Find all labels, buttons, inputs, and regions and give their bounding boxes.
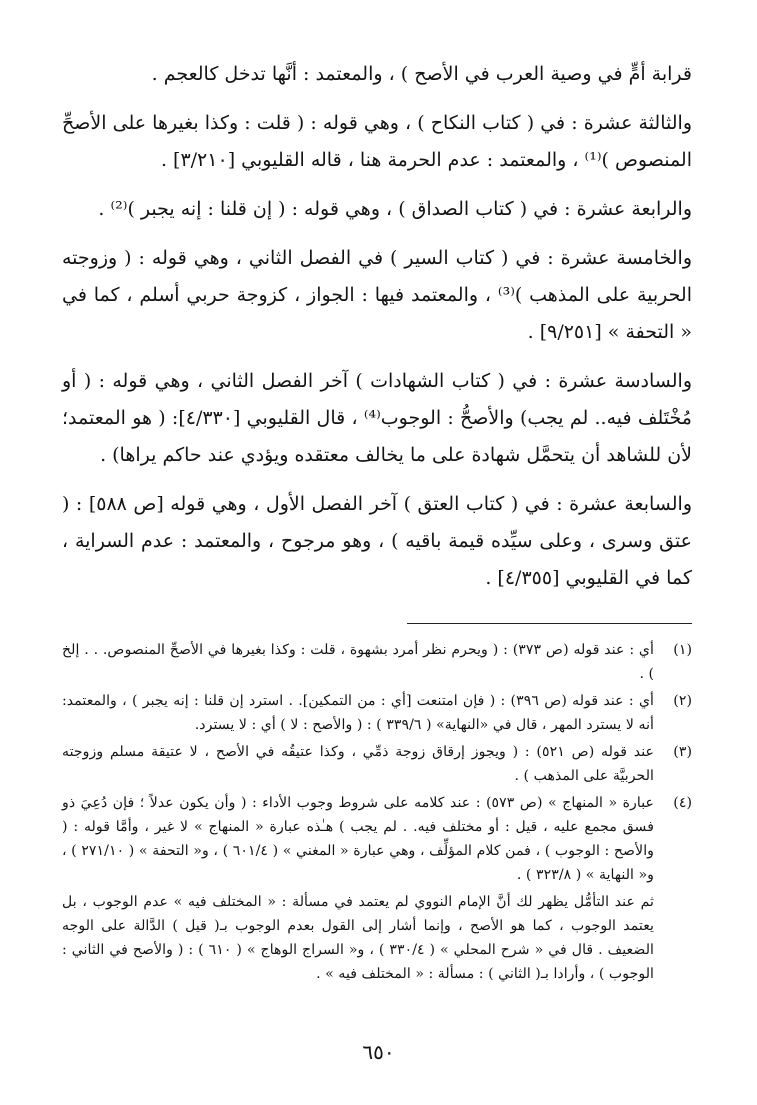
footnote-number: (١) — [673, 642, 692, 658]
footnote-text: عند قوله (ص ٥٢١) : ( ويجوز إرقاق زوجة ذمِّي ، وكذا عتيقُه في الأصح ، لا عتيقة مسلم وزوجته الحربيَّة على المذهب ) . — [62, 744, 655, 784]
paragraph: والثالثة عشرة : في ( كتاب النكاح ) ، وهي قوله : ( قلت : وكذا بغيرها على الأصحِّ المنصوص )⁽¹⁾ ، والمعتمد : عدم الحرمة هنا ، قاله القليوبي [٣/٢١٠] . — [62, 112, 692, 171]
paragraph: والرابعة عشرة : في ( كتاب الصداق ) ، وهي قوله : ( إن قلنا : إنه يجبر )⁽²⁾ . — [98, 198, 692, 220]
paragraph: والسادسة عشرة : في ( كتاب الشهادات ) آخر الفصل الثاني ، وهي قوله : ( أو مُخْتَلف فيه.. لم يجب) والأصحُّ : الوجوب⁽⁴⁾ ، قال القليوبي [٤/٣٣٠]: ( هو المعتمد؛ لأن للشاهد أن يتحمَّل شهادة على ما يخالف معتقده ويؤدي عند حاكم يراها) . — [62, 370, 692, 466]
page-number: ٦٥٠ — [362, 1040, 395, 1064]
footnote-text: أي : عند قوله (ص ٣٧٣) : ( ويحرم نظر أمرد بشهوة ، قلت : وكذا بغيرها في الأصحِّ المنصوص. . . إلخ ) . — [62, 642, 654, 682]
footnote-continuation: ثم عند التأمُّل يظهر لك أنَّ الإمام النووي لم يعتمد في مسألة : « المختلف فيه » عدم الوجوب ، بل يعتمد الوجوب ، كما هو الأصح ، وإنما أشار إلى القول بعدم الوجوب بـ( قيل ) الدَّالة على الوجه الضعيف . قال في « شرح المحلي » ( ٣٣٠/٤ ) ، و« السراج الوهاج » ( ٦١٠ ) : ( والأصح في الثاني : الوجوب ) ، وأرادا بـ( الثاني ) : مسألة : « المختلف فيه » . — [62, 894, 654, 982]
footnote — [62, 740, 692, 788]
paragraph: والخامسة عشرة : في ( كتاب السير ) في الفصل الثاني ، وهي قوله : ( وزوجته الحربية على المذهب )⁽³⁾ ، والمعتمد فيها : الجواز ، كزوجة حربي أسلم ، كما في « التحفة » [٩/٢٥١] . — [62, 247, 692, 343]
footnote-text: أي : عند قوله (ص ٣٩٦) : ( فإن امتنعت [أي : من التمكين]. . استرد إن قلنا : إنه يجبر ) ، والمعتمد: أنه لا يسترد المهر ، قال في «النهاية» ( ٣٣٩/٦ ) : ( والأصح : لا ) أي : لا يسترد. — [62, 693, 654, 733]
footnote — [62, 689, 692, 737]
footnotes — [62, 638, 692, 986]
footnote — [62, 791, 692, 887]
footnote — [62, 638, 692, 686]
footnote-separator — [407, 623, 692, 624]
paragraph: والسابعة عشرة : في ( كتاب العتق ) آخر الفصل الأول ، وهي قوله [ص ٥٨٨] : ( عتق وسرى ، وعلى سيِّده قيمة باقيه ) ، وهو مرجوح ، والمعتمد : عدم السراية ، كما في القليوبي [٤/٣٥٥] . — [62, 493, 692, 589]
footnote-text: عبارة « المنهاج » (ص ٥٧٣) : عند كلامه على شروط وجوب الأداء : ( وأن يكون عدلاً ؛ فإن دُعِيَ ذو فسق مجمع عليه ، قيل : أو مختلف فيه. . لم يجب ) هـٰذه عبارة « المنهاج » لا غير ، وأمَّا قوله : ( والأصح : الوجوب ) ، فمن كلام المؤلِّف ، وهي عبارة « المغني » ( ٦٠١/٤ ) ، و« التحفة » ( ٢٧١/١٠ ) ، و« النهاية » ( ٣٢٣/٨ ) . — [62, 795, 654, 883]
footnote-number: (٤) — [673, 795, 692, 811]
footnote-number: (٢) — [673, 693, 692, 709]
paragraph: قرابة أمٍّ في وصية العرب في الأصح ) ، والمعتمد : أنَّها تدخل كالعجم . — [151, 63, 692, 85]
footnote-number: (٣) — [673, 744, 692, 760]
